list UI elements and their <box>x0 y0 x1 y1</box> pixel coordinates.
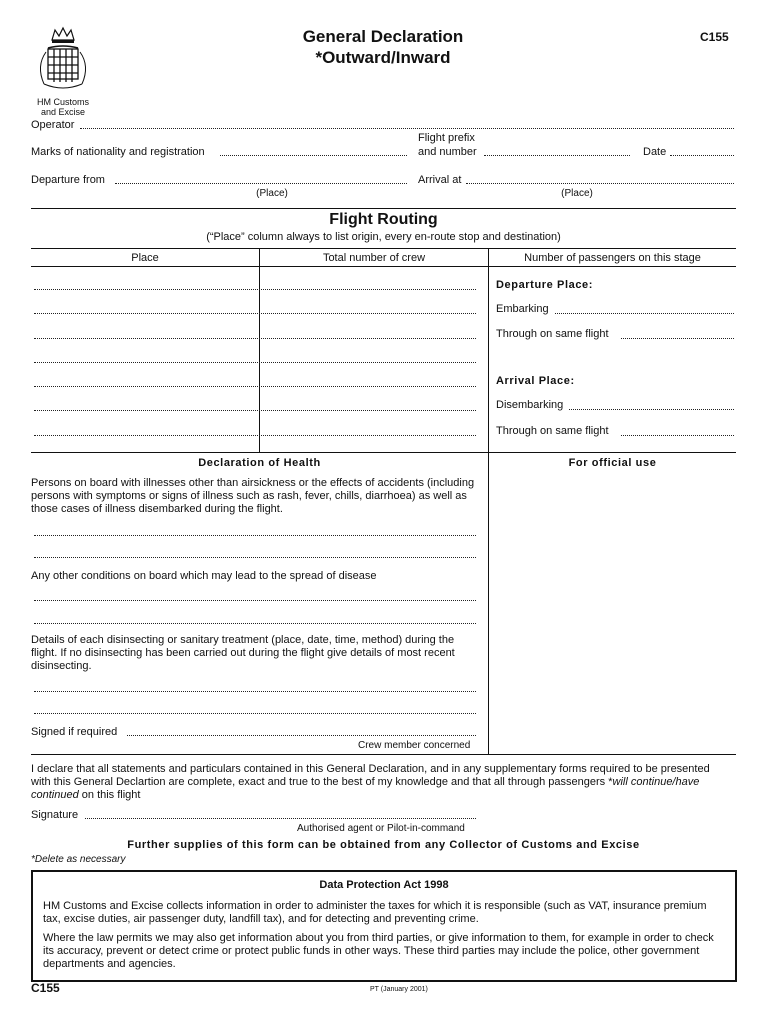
divider <box>31 452 736 453</box>
page-subtitle: *Outward/Inward <box>315 48 451 67</box>
signed-field[interactable] <box>127 735 476 736</box>
through-arrival-field[interactable] <box>621 435 734 436</box>
persons-on-board-text: Persons on board with illnesses other than airsickness or the effects of accidents (including persons with symptoms or signs of illness such as rash, fever, chills, diarrhoea) as well as those cases of illness disembarked during the flight. <box>31 477 475 515</box>
table-top-border <box>31 248 736 249</box>
conditions-field[interactable] <box>34 600 476 601</box>
date-label: Date <box>643 146 667 158</box>
through-arrival-label: Through on same flight <box>496 425 609 437</box>
health-title: Declaration of Health <box>198 457 321 469</box>
declaration-star: * <box>608 776 613 788</box>
declaration-italic: will continue/have continued <box>31 776 700 801</box>
column-divider <box>488 248 489 754</box>
form-code: C155 <box>700 30 729 44</box>
arrival-place-caption: (Place) <box>561 188 593 199</box>
arrival-at-field[interactable] <box>466 183 734 184</box>
operator-label: Operator <box>31 119 75 131</box>
divider <box>31 754 736 755</box>
delete-note: *Delete as necessary <box>31 854 126 865</box>
page-title: General Declaration <box>302 27 464 46</box>
crowned-portcullis-icon <box>28 26 98 96</box>
divider <box>31 208 736 209</box>
data-protection-title: Data Protection Act 1998 <box>319 879 449 891</box>
flight-routing-subtitle: (“Place” column always to list origin, every en-route stop and destination) <box>206 231 561 243</box>
signed-label: Signed if required <box>31 726 118 738</box>
routing-row[interactable] <box>34 313 476 314</box>
routing-row[interactable] <box>34 386 476 387</box>
routing-row[interactable] <box>34 289 476 290</box>
disinsecting-field[interactable] <box>34 713 476 714</box>
column-divider <box>259 248 260 452</box>
flight-prefix-label-2: and number <box>418 146 477 158</box>
footer-form-code: C155 <box>31 981 60 995</box>
disembarking-field[interactable] <box>569 409 734 410</box>
logo-text-2: and Excise <box>40 107 86 117</box>
logo-text-1: HM Customs <box>36 97 89 107</box>
routing-row[interactable] <box>34 338 476 339</box>
illness-field[interactable] <box>34 557 476 558</box>
disembarking-label: Disembarking <box>496 399 564 411</box>
departure-from-label: Departure from <box>31 174 105 186</box>
marks-label: Marks of nationality and registration <box>31 146 205 158</box>
other-conditions-text: Any other conditions on board which may lead to the spread of disease <box>31 570 377 582</box>
declaration-text <box>31 763 731 802</box>
official-use-title: For official use <box>568 457 657 469</box>
col-header-crew: Total number of crew <box>322 252 426 264</box>
flight-prefix-label-1: Flight prefix <box>418 132 475 144</box>
arrival-at-label: Arrival at <box>418 174 462 186</box>
authorised-caption: Authorised agent or Pilot-in-command <box>297 823 465 834</box>
routing-row[interactable] <box>34 410 476 411</box>
departure-place-caption: (Place) <box>256 188 288 199</box>
routing-row[interactable] <box>34 362 476 363</box>
table-header-border <box>31 266 736 267</box>
signature-label: Signature <box>31 809 79 821</box>
col-header-passengers: Number of passengers on this stage <box>524 252 701 264</box>
operator-field[interactable] <box>80 128 734 129</box>
routing-row[interactable] <box>34 435 476 436</box>
footer-version: PT (January 2001) <box>370 986 428 993</box>
data-protection-para-1: HM Customs and Excise collects information in order to administer the taxes for which it is responsible (such as VAT, insurance premium tax, excise duties, air passenger duty, landfill tax), and for detecting and preventing crime. <box>43 900 707 925</box>
declaration-end: on this flight <box>78 789 141 801</box>
departure-place-label: Departure Place: <box>496 279 594 291</box>
col-header-place: Place <box>131 252 159 264</box>
disinsecting-field[interactable] <box>34 691 476 692</box>
flight-number-field[interactable] <box>484 155 630 156</box>
disinsecting-text: Details of each disinsecting or sanitary treatment (place, date, time, method) during the flight. If no disinsecting has been carried out during the flight give details of most recent disinsecting. <box>31 634 455 672</box>
flight-routing-title: Flight Routing <box>329 211 438 228</box>
marks-field[interactable] <box>220 155 407 156</box>
through-departure-field[interactable] <box>621 338 734 339</box>
departure-from-field[interactable] <box>115 183 407 184</box>
crew-member-caption: Crew member concerned <box>358 740 471 751</box>
signature-field[interactable] <box>85 818 476 819</box>
date-field[interactable] <box>670 155 734 156</box>
illness-field[interactable] <box>34 535 476 536</box>
embarking-label: Embarking <box>496 303 549 315</box>
embarking-field[interactable] <box>555 313 734 314</box>
arrival-place-label: Arrival Place: <box>496 375 575 387</box>
data-protection-box <box>31 870 737 982</box>
data-protection-para-2: Where the law permits we may also get information about you from third parties, or give information to them, for example in order to check its accuracy, prevent or detect crime or protect public funds in other ways. These third parties may include the police, other government departments and agencies. <box>43 932 714 970</box>
hmce-logo <box>28 26 98 117</box>
declaration-text-main: I declare that all statements and particulars contained in this General Declaration, and in any supplementary forms required to be presented with this General Declartion are complete, exact and true to the best of my knowledge and that all through passengers <box>31 763 710 788</box>
conditions-field[interactable] <box>34 623 476 624</box>
further-supplies-text: Further supplies of this form can be obtained from any Collector of Customs and Excise <box>127 839 640 851</box>
through-departure-label: Through on same flight <box>496 328 609 340</box>
